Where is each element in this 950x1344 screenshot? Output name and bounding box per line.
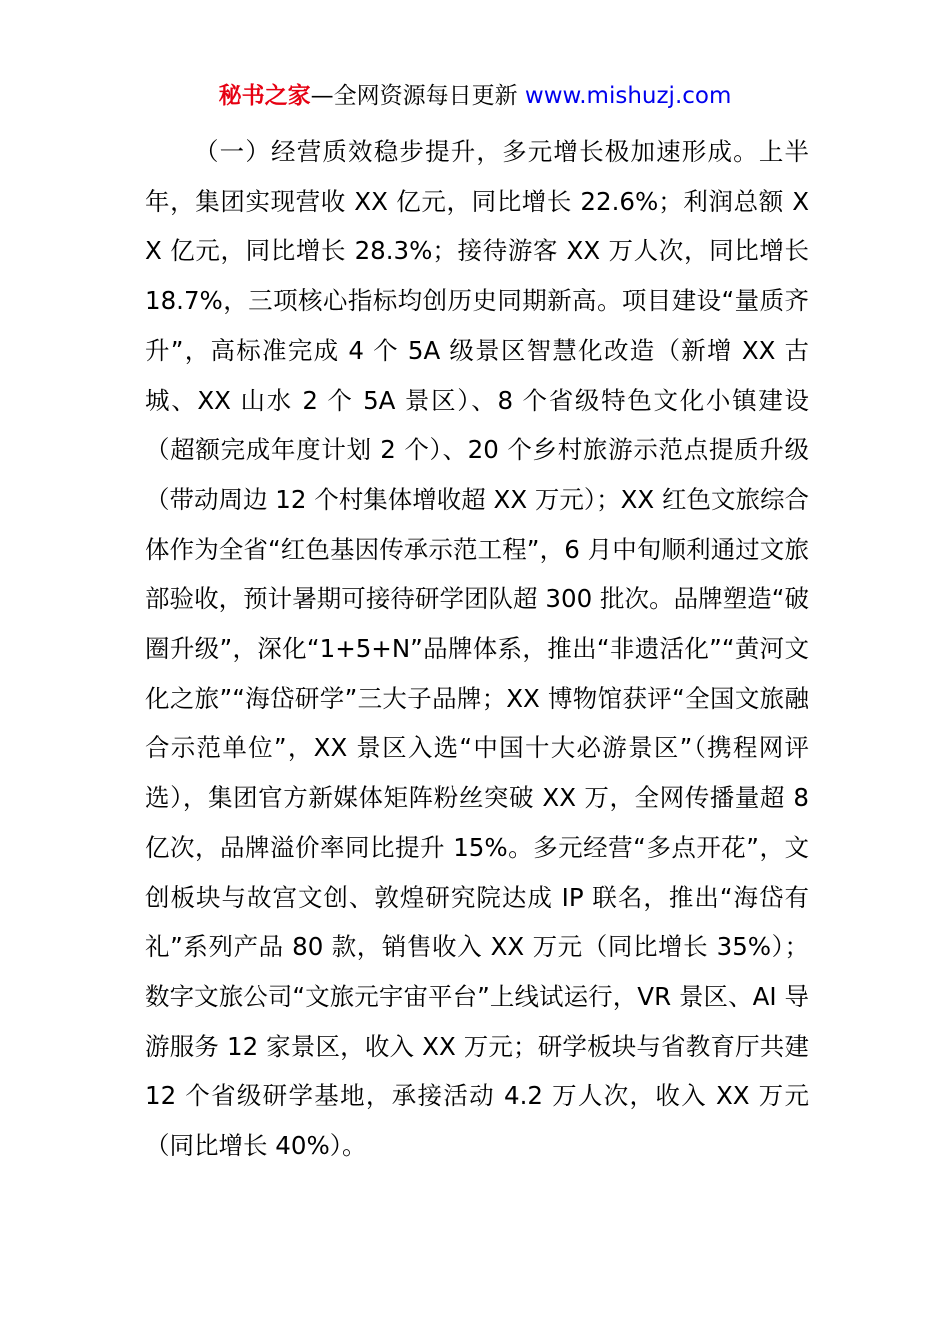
page-header (0, 80, 950, 112)
header-tagline: —全网资源每日更新 (310, 83, 525, 109)
body-paragraph: （一）经营质效稳步提升，多元增长极加速形成。上半年，集团实现营收 XX 亿元，同比增长 22.6%；利润总额 XX 亿元，同比增长 28.3%；接待游客 XX 万人次，同比增长 18.7%，三项核心指标均创历史同期新高。项目建设“量质齐升”，高标准完成 4 个 5A 级景区智慧化改造（新增 XX 古城、XX 山水 2 个 5A 景区）、8 个省级特色文化小镇建设（超额完成年度计划 2 个）、20 个乡村旅游示范点提质升级（带动周边 12 个村集体增收超 XX 万元）；XX 红色文旅综合体作为全省“红色基因传承示范工程”，6 月中旬顺利通过文旅部验收，预计暑期可接待研学团队超 300 批次。品牌塑造“破圈升级”，深化“1+5+N”品牌体系，推出“非遗活化”“黄河文化之旅”“海岱研学”三大子品牌；XX 博物馆获评“全国文旅融合示范单位”，XX 景区入选“中国十大必游景区”（携程网评选），集团官方新媒体矩阵粉丝突破 XX 万，全网传播量超 8 亿次，品牌溢价率同比提升 15%。多元经营“多点开花”，文创板块与故宫文创、敦煌研究院达成 IP 联名，推出“海岱有礼”系列产品 80 款，销售收入 XX 万元（同比增长 35%）；数字文旅公司“文旅元宇宙平台”上线试运行，VR 景区、AI 导游服务 12 家景区，收入 XX 万元；研学板块与省教育厅共建 12 个省级研学基地，承接活动 4.2 万人次，收入 XX 万元（同比增长 40%）。 (145, 137, 809, 1161)
site-url-link[interactable]: www.mishuzj.com (524, 83, 732, 109)
brand-name: 秘书之家 (218, 83, 311, 109)
